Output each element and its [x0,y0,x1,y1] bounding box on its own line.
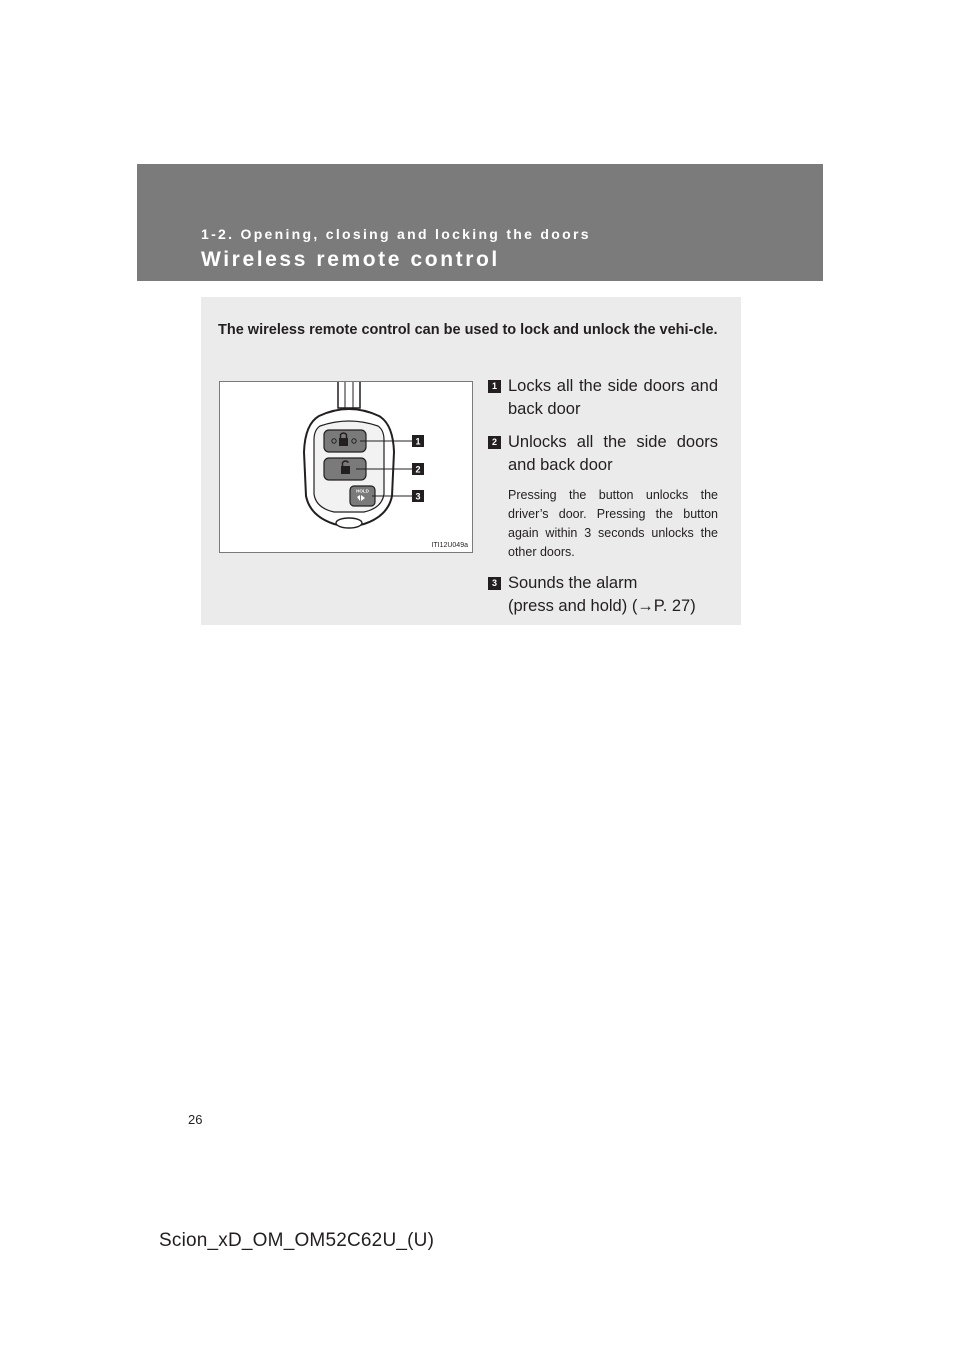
remote-key-illustration [220,382,472,552]
item-text: Unlocks all the side doors and back door [508,433,718,474]
list-item [488,375,718,421]
figure-code: ITI12U049a [431,542,468,549]
info-box [201,297,741,625]
item-text-continued: (press and hold) (→P. 27) [508,597,696,615]
item-text: Locks all the side doors and back door [508,377,718,418]
callout-2: 2 [415,464,421,475]
document-id: Scion_xD_OM_OM52C62U_(U) [159,1230,435,1251]
list-item [488,572,718,618]
item-number-badge: 3 [488,577,501,590]
page-title: Wireless remote control [201,248,500,271]
item-text: Sounds the alarm [508,574,638,592]
item-number-badge: 2 [488,436,501,449]
item-note: Pressing the button unlocks the driver’s door. Pressing the button again within 3 seconds unlocks the other doors. [508,488,718,559]
button-description-list [488,375,718,618]
hold-label: HOLD [356,488,369,494]
section-label: 1-2. Opening, closing and locking the doors [201,226,591,242]
callout-3: 3 [415,491,421,502]
list-item [488,431,718,562]
page-number: 26 [188,1112,203,1127]
remote-key-figure [219,381,473,553]
callout-1: 1 [415,436,421,447]
item-number-badge: 1 [488,380,501,393]
intro-text: The wireless remote control can be used to lock and unlock the vehi-cle. [218,322,718,338]
section-header-band [137,164,823,281]
